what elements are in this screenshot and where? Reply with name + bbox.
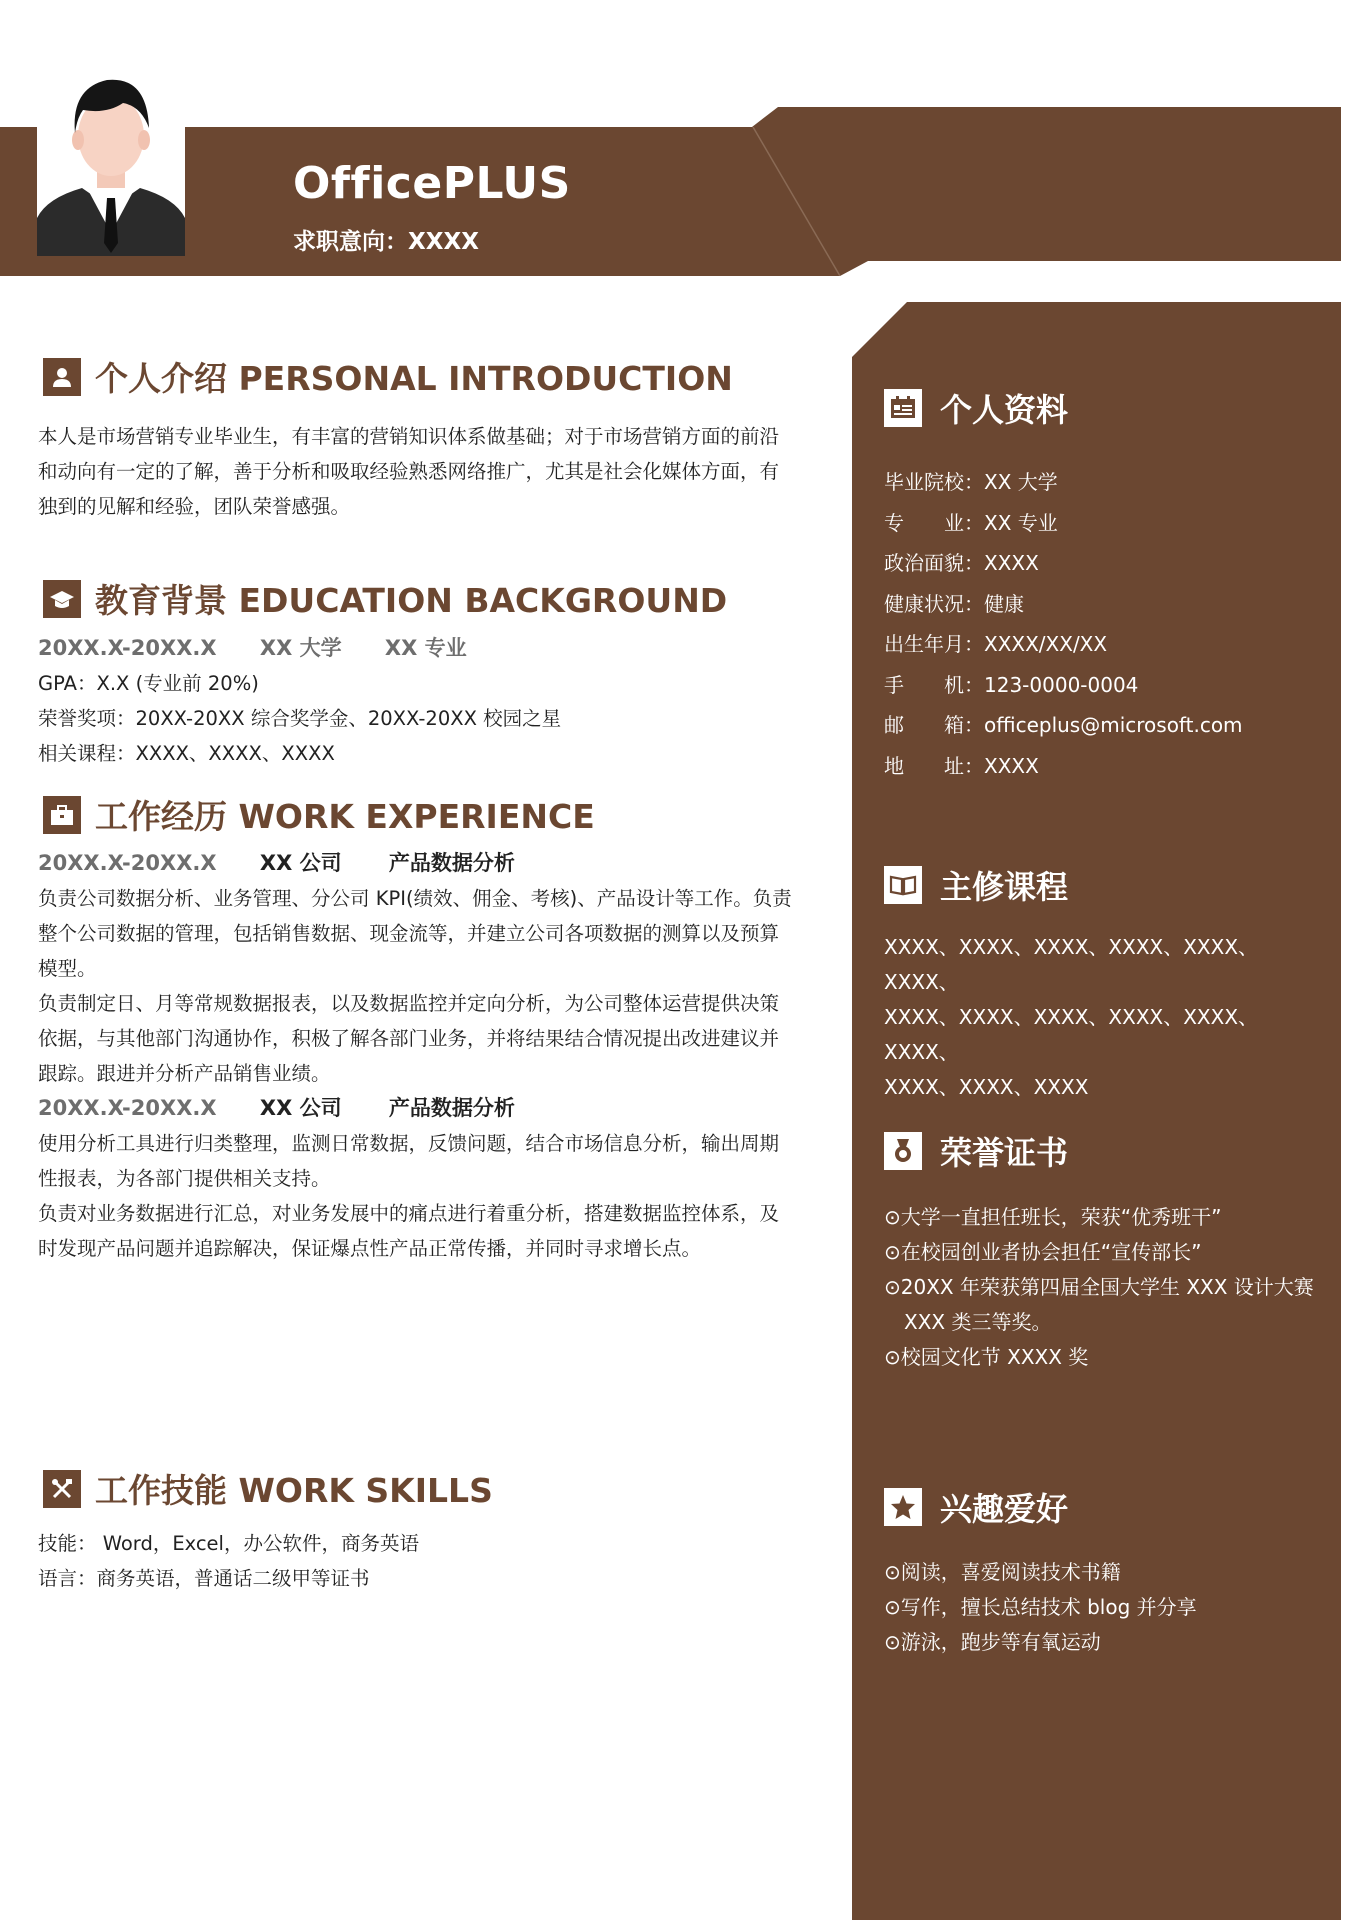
profile-row — [884, 705, 1243, 746]
person-photo-icon — [37, 58, 185, 256]
hobbies-heading — [884, 1484, 1068, 1530]
education-heading — [43, 575, 727, 622]
job-intent: 求职意向：XXXX — [293, 229, 479, 255]
profile-label: 手 机： — [884, 672, 984, 697]
courses-list — [884, 930, 1324, 1105]
education-title: 教育背景 EDUCATION BACKGROUND — [95, 581, 728, 620]
profile-row — [884, 624, 1243, 665]
profile-row — [884, 665, 1243, 706]
education-school: XX 大学 — [259, 636, 342, 660]
profile-label: 健康状况： — [884, 591, 984, 616]
email-value: officeplus@microsoft.com — [984, 713, 1243, 737]
profile-value: XXXX — [984, 551, 1039, 575]
profile-list — [884, 462, 1243, 786]
job-period: 20XX.X-20XX.X — [38, 851, 217, 875]
intro-heading — [43, 353, 733, 400]
education-period: 20XX.X-20XX.X — [38, 636, 217, 660]
courses-heading — [884, 862, 1068, 908]
job-line: 负责制定日、月等常规数据报表，以及数据监控并定向分析，为公司整体运营提供决策 — [38, 992, 780, 1015]
medal-icon — [884, 1132, 922, 1170]
skills-block — [38, 1526, 813, 1596]
intro-line: 独到的见解和经验，团队荣誉感强。 — [38, 495, 351, 518]
work-title: 工作经历 WORK EXPERIENCE — [95, 797, 595, 836]
courses-title: 主修课程 — [940, 868, 1069, 906]
intro-line: 本人是市场营销专业毕业生，有丰富的营销知识体系做基础；对于市场营销方面的前沿 — [38, 425, 780, 448]
education-line: 荣誉奖项：20XX-20XX 综合奖学金、20XX-20XX 校园之星 — [38, 707, 562, 730]
profile-label: 地 址： — [884, 753, 984, 778]
profile-label: 毕业院校： — [884, 470, 984, 494]
education-line: 相关课程：XXXX、XXXX、XXXX — [38, 742, 335, 765]
job-line: 依据，与其他部门沟通协作，积极了解各部门业务，并将结果结合情况提出改进建议并 — [38, 1027, 780, 1050]
job-company: XX 公司 — [259, 851, 342, 875]
job-role: 产品数据分析 — [388, 851, 515, 875]
skills-title: 工作技能 WORK SKILLS — [95, 1471, 493, 1510]
honor-item: ⊙大学一直担任班长，荣获“优秀班干” — [884, 1205, 1222, 1229]
skills-heading — [43, 1465, 493, 1512]
education-major: XX 专业 — [384, 636, 467, 660]
education-line: GPA：X.X (专业前 20%) — [38, 672, 259, 695]
work-heading — [43, 791, 595, 838]
profile-value: XX 专业 — [984, 510, 1058, 535]
education-block — [38, 631, 813, 771]
profile-value: 123-0000-0004 — [984, 672, 1139, 697]
honors-heading — [884, 1128, 1068, 1174]
intro-paragraph — [38, 419, 813, 524]
profile-label: 专 业： — [884, 510, 984, 535]
honors-list — [884, 1200, 1324, 1375]
profile-row — [884, 584, 1243, 625]
id-card-icon — [884, 389, 922, 427]
avatar — [37, 58, 185, 256]
intro-line: 和动向有一定的了解，善于分析和吸取经验熟悉网络推广，尤其是社会化媒体方面，有 — [38, 460, 780, 483]
skill-line: 语言：商务英语，普通话二级甲等证书 — [38, 1567, 370, 1590]
job-line: 负责公司数据分析、业务管理、分公司 KPI(绩效、佣金、考核)、产品设计等工作。负责 — [38, 887, 792, 910]
header-top-notch — [0, 100, 1357, 260]
profile-row — [884, 503, 1243, 544]
open-book-icon — [884, 866, 922, 904]
job-line: 负责对业务数据进行汇总，对业务发展中的痛点进行着重分析，搭建数据监控体系，及 — [38, 1202, 780, 1225]
profile-label: 出生年月： — [884, 632, 984, 656]
hobby-item: ⊙阅读，喜爱阅读技术书籍 — [884, 1560, 1121, 1584]
job-line: 性报表，为各部门提供相关支持。 — [38, 1167, 331, 1190]
tools-icon — [43, 1470, 81, 1508]
star-icon — [884, 1488, 922, 1526]
hobby-item: ⊙写作，擅长总结技术 blog 并分享 — [884, 1595, 1197, 1619]
job-line: 使用分析工具进行归类整理，监测日常数据，反馈问题，结合市场信息分析，输出周期 — [38, 1132, 780, 1155]
job-meta — [38, 846, 813, 881]
profile-value: XX 大学 — [984, 470, 1058, 494]
profile-label: 邮 箱： — [884, 713, 984, 737]
intro-title: 个人介绍 PERSONAL INTRODUCTION — [95, 359, 733, 398]
skill-line: 技能： Word，Excel，办公软件，商务英语 — [38, 1532, 419, 1555]
job-company: XX 公司 — [259, 1096, 342, 1120]
hobby-item: ⊙游泳，跑步等有氧运动 — [884, 1630, 1101, 1654]
honor-item: ⊙校园文化节 XXXX 奖 — [884, 1345, 1089, 1369]
candidate-name: OfficePLUS — [293, 158, 571, 209]
profile-heading — [884, 385, 1068, 431]
job-period: 20XX.X-20XX.X — [38, 1096, 217, 1120]
job-line: 整个公司数据的管理，包括销售数据、现金流等，并建立公司各项数据的测算以及预算 — [38, 922, 780, 945]
education-meta — [38, 631, 813, 666]
honor-item: ⊙20XX 年荣获第四届全国大学生 XXX 设计大赛 XXX 类三等奖。 — [884, 1275, 1314, 1334]
course-line: XXXX、XXXX、XXXX、XXXX、XXXX、XXXX、 — [884, 935, 1259, 994]
profile-row — [884, 543, 1243, 584]
course-line: XXXX、XXXX、XXXX — [884, 1075, 1089, 1099]
job-line: 模型。 — [38, 957, 97, 980]
profile-label: 政治面貌： — [884, 551, 984, 575]
profile-row — [884, 462, 1243, 503]
course-line: XXXX、XXXX、XXXX、XXXX、XXXX、XXXX、 — [884, 1005, 1259, 1064]
profile-value: XXXX — [984, 753, 1039, 778]
briefcase-icon — [43, 796, 81, 834]
job-role: 产品数据分析 — [388, 1096, 515, 1120]
graduation-cap-icon — [43, 580, 81, 618]
job-line: 时发现产品问题并追踪解决，保证爆点性产品正常传播，并同时寻求增长点。 — [38, 1237, 702, 1260]
profile-value: 健康 — [984, 591, 1024, 616]
honors-title: 荣誉证书 — [940, 1134, 1069, 1172]
person-icon — [43, 358, 81, 396]
job-meta — [38, 1091, 813, 1126]
honor-item: ⊙在校园创业者协会担任“宣传部长” — [884, 1240, 1202, 1264]
profile-value: XXXX/XX/XX — [984, 632, 1108, 656]
job-line: 跟踪。跟进并分析产品销售业绩。 — [38, 1062, 331, 1085]
hobbies-list — [884, 1555, 1324, 1660]
profile-title: 个人资料 — [940, 391, 1069, 429]
hobbies-title: 兴趣爱好 — [940, 1490, 1069, 1528]
work-block — [38, 846, 813, 1266]
profile-row — [884, 746, 1243, 787]
